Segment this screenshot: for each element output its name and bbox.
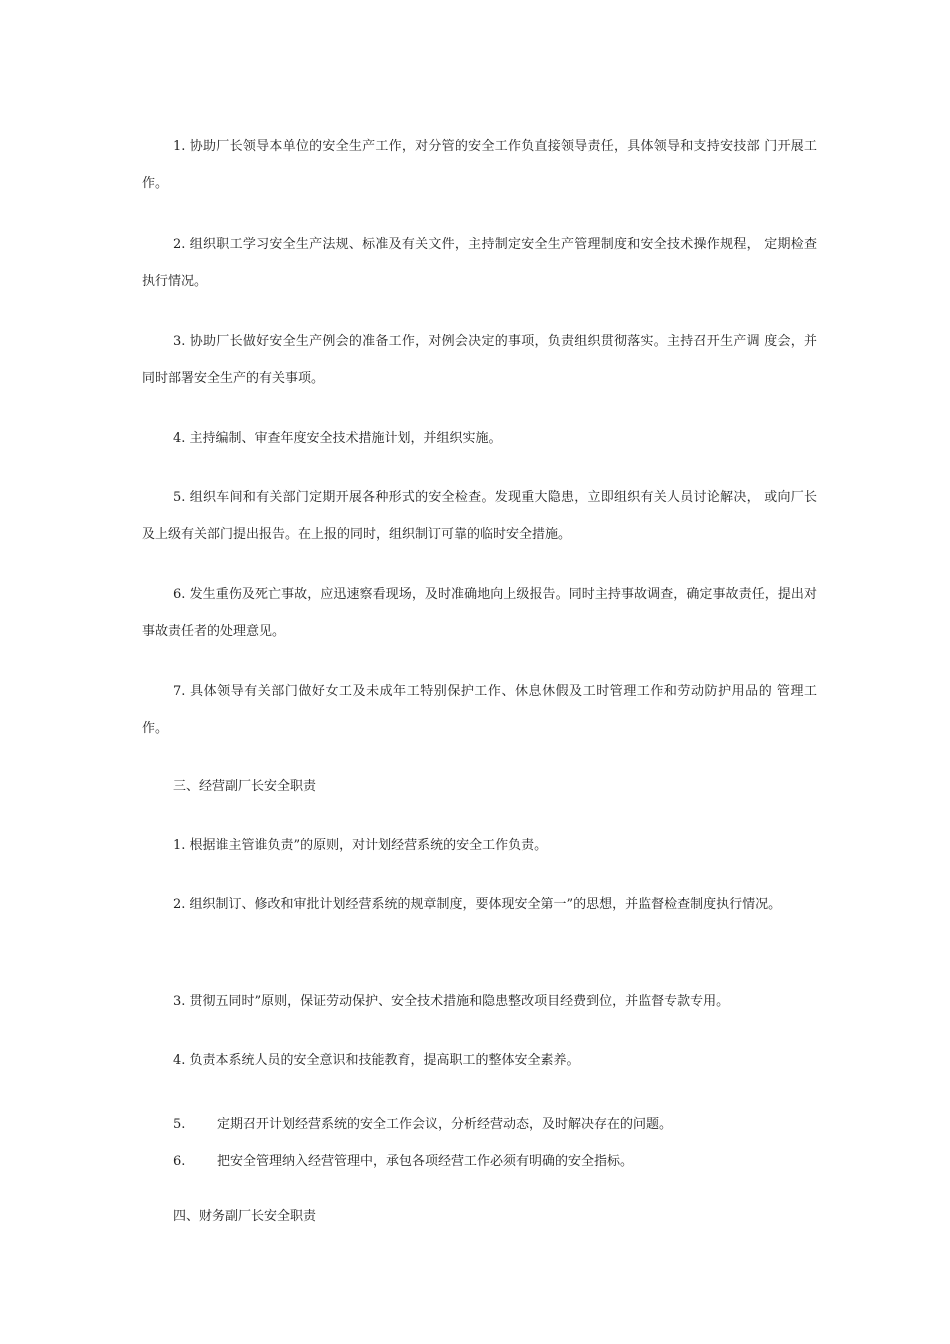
paragraph-three-item-1: 1. 根据谁主管谁负责”的原则，对计划经营系统的安全工作负责。 [173,838,548,853]
numbered-item-5 [173,1115,672,1135]
numbered-item-6 [173,1152,633,1172]
paragraph-item-7: 7. 具体领导有关部门做好女工及未成年工特别保护工作、休息休假及工时管理工作和劳动防护用品的 管理工作。 [142,684,817,736]
paragraph-item-2: 2. 组织职工学习安全生产法规、标准及有关文件，主持制定安全生产管理制度和安全技术操作规程， 定期检查执行情况。 [142,237,817,289]
paragraph-item-1: 1. 协助厂长领导本单位的安全生产工作，对分管的安全工作负直接领导责任，具体领导和支持安技部 门开展工作。 [142,139,817,191]
section-heading-four: 四、财务副厂长安全职责 [173,1209,317,1224]
paragraph-item-6: 6. 发生重伤及死亡事故，应迅速察看现场，及时准确地向上级报告。同时主持事故调查，确定事故责任，提出对事故责任者的处理意见。 [142,587,817,639]
paragraph-item-5: 5. 组织车间和有关部门定期开展各种形式的安全检查。发现重大隐患，立即组织有关人员讨论解决， 或向厂长及上级有关部门提出报告。在上报的同时，组织制订可靠的临时安全措施。 [142,490,817,542]
item-text: 把安全管理纳入经营管理中，承包各项经营工作必须有明确的安全指标。 [217,1154,634,1169]
paragraph-item-3: 3. 协助厂长做好安全生产例会的准备工作，对例会决定的事项，负责组织贯彻落实。主持召开生产调 度会，并同时部署安全生产的有关事项。 [142,334,817,386]
item-number: 5. [173,1117,186,1132]
paragraph-three-item-3: 3. 贯彻五同时”原则，保证劳动保护、安全技术措施和隐患整改项目经费到位，并监督专款专用。 [173,994,730,1009]
section-heading-three: 三、经营副厂长安全职责 [173,779,317,794]
item-text: 定期召开计划经营系统的安全工作会议，分析经营动态，及时解决存在的问题。 [217,1117,673,1132]
item-number: 6. [173,1154,186,1169]
paragraph-three-item-4: 4. 负责本系统人员的安全意识和技能教育，提高职工的整体安全素养。 [173,1053,580,1068]
paragraph-three-item-2: 2. 组织制订、修改和审批计划经营系统的规章制度，要体现安全第一”的思想，并监督检查制度执行情况。 [173,897,782,912]
paragraph-item-4: 4. 主持编制、审查年度安全技术措施计划，并组织实施。 [173,431,502,446]
